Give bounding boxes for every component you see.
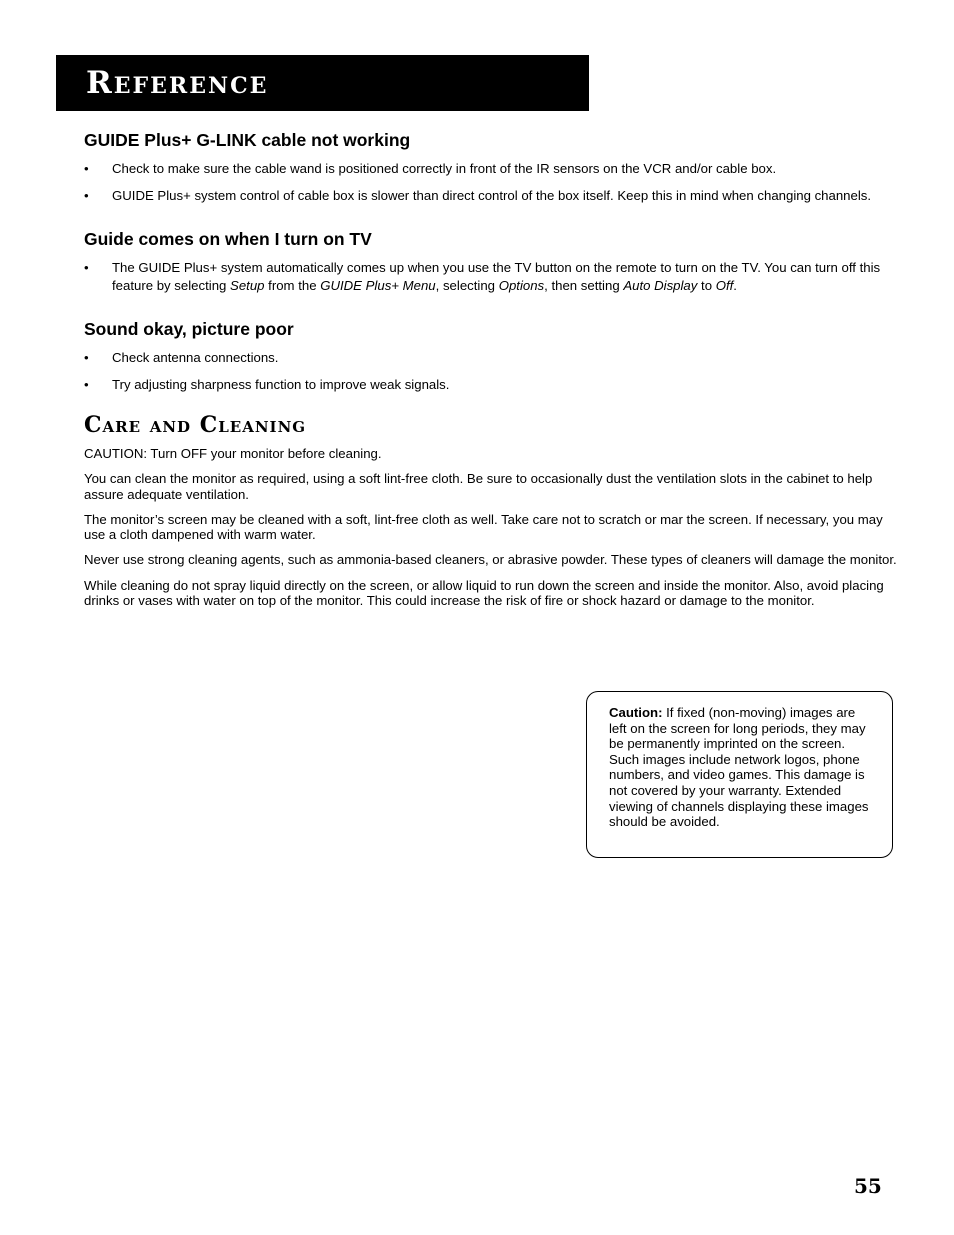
caution-text: If fixed (non-moving) images are left on the screen for long periods, they may be permanently imprinted on the screen. Such images include network logos, phone numbers, and video games. This damage is not covered by your warranty. Extended viewing of channels displaying these images should be avoided. [609, 705, 869, 830]
care-paragraph: CAUTION: Turn OFF your monitor before cleaning. [84, 446, 382, 461]
page-number: 55 [854, 1174, 882, 1198]
caution-label: Caution: [609, 705, 663, 720]
section-guide-on [84, 227, 898, 295]
care-paragraph: You can clean the monitor as required, using a soft lint-free cloth. Be sure to occasionally dust the ventilation slots in the cabinet to help assure adequate ventilation. [84, 471, 873, 502]
section-glink [84, 128, 898, 205]
care-heading: Care and Cleaning [84, 412, 307, 438]
care-paragraph: Never use strong cleaning agents, such as ammonia-based cleaners, or abrasive powder. These types of cleaners will damage the monitor. [84, 552, 897, 568]
main-content [84, 128, 898, 618]
page-title: Reference [86, 65, 269, 101]
list-item: • Check antenna connections. [84, 350, 279, 365]
bullet-icon: • [84, 161, 89, 176]
list-item: • The GUIDE Plus+ system automatically comes up when you use the TV button on the remote to turn on the TV. You can turn off this feature by selecting Setup from the GUIDE Plus+ Menu, selecting Options, then setting Auto Display to Off. [84, 260, 881, 293]
section-sound [84, 317, 898, 394]
bullet-icon: • [84, 350, 89, 365]
header-banner [56, 55, 589, 111]
section-heading: Guide comes on when I turn on TV [84, 229, 372, 249]
bullet-icon: • [84, 260, 89, 275]
bullet-list [84, 160, 898, 205]
caution-box [586, 691, 893, 858]
section-heading: GUIDE Plus+ G-LINK cable not working [84, 130, 411, 150]
bullet-list [84, 259, 898, 295]
bullet-icon: • [84, 377, 89, 392]
list-item: • Try adjusting sharpness function to improve weak signals. [84, 377, 450, 392]
care-paragraph: While cleaning do not spray liquid directly on the screen, or allow liquid to run down the screen and inside the monitor. Also, avoid placing drinks or vases with water on top of the monitor. This could increase the risk of fire or shock hazard or damage to the monitor. [84, 577, 884, 609]
list-item: • GUIDE Plus+ system control of cable box is slower than direct control of the box itself. Keep this in mind when changing channels. [84, 188, 872, 203]
bullet-icon: • [84, 188, 89, 203]
list-item: • Check to make sure the cable wand is positioned correctly in front of the IR sensors on the VCR and/or cable box. [84, 161, 777, 176]
section-heading: Sound okay, picture poor [84, 319, 294, 339]
bullet-list [84, 349, 898, 394]
care-paragraph: The monitor’s screen may be cleaned with a soft, lint-free cloth as well. Take care not to scratch or mar the screen. If necessary, you may use a cloth dampened with warm water. [84, 511, 883, 543]
